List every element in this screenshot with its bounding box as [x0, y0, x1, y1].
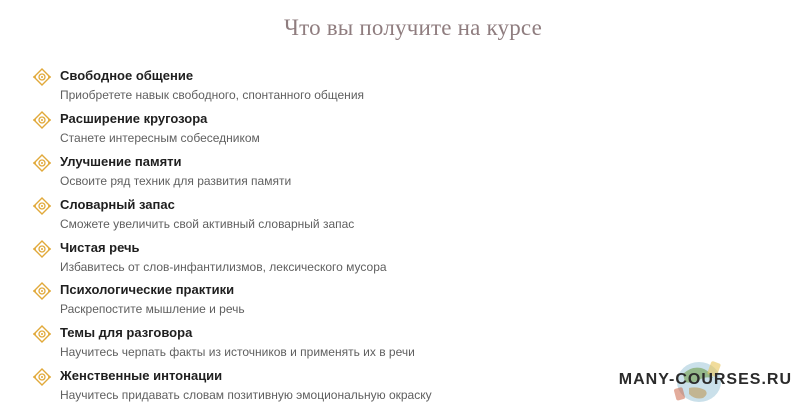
benefit-description: Научитесь черпать факты из источников и применять их в речи [60, 345, 415, 360]
benefit-description: Станете интересным собеседником [60, 130, 260, 145]
benefit-title: Женственные интонации [60, 368, 223, 384]
diamond-target-icon [33, 111, 51, 129]
benefit-description: Избавитесь от слов-инфантилизмов, лексического мусора [60, 259, 387, 274]
benefit-item [33, 153, 432, 196]
benefit-title: Улучшение памяти [60, 153, 182, 169]
diamond-target-icon [33, 68, 51, 86]
benefits-list [33, 67, 432, 410]
benefit-title: Свободное общение [60, 68, 194, 83]
section-title: Что вы получите на курсе [284, 15, 542, 40]
diamond-target-icon [33, 325, 51, 343]
benefit-item [33, 239, 432, 282]
benefit-title: Психологические практики [60, 282, 235, 298]
benefit-item [33, 324, 432, 367]
benefit-description: Освоите ряд техник для развития памяти [60, 173, 292, 188]
benefit-description: Приобретете навык свободного, спонтанного общения [60, 88, 365, 102]
benefit-title: Чистая речь [60, 239, 140, 255]
benefit-description: Сможете увеличить свой активный словарный запас [60, 216, 355, 231]
watermark [619, 360, 792, 400]
benefit-item [33, 281, 432, 324]
benefit-item [33, 196, 432, 239]
benefit-item [33, 367, 432, 410]
benefit-item [33, 110, 432, 153]
benefit-description: Раскрепостите мышление и речь [60, 302, 245, 317]
diamond-target-icon [33, 368, 51, 386]
benefit-item [33, 67, 432, 110]
benefit-title: Расширение кругозора [60, 110, 208, 126]
benefit-title: Словарный запас [60, 196, 175, 212]
watermark-text: MANY-COURSES.RU [618, 371, 792, 388]
benefit-title: Темы для разговора [60, 325, 193, 341]
diamond-target-icon [33, 154, 51, 172]
diamond-target-icon [33, 240, 51, 258]
diamond-target-icon [33, 282, 51, 300]
benefit-description: Научитесь придавать словам позитивную эмоциональную окраску [60, 388, 432, 403]
diamond-target-icon [33, 197, 51, 215]
